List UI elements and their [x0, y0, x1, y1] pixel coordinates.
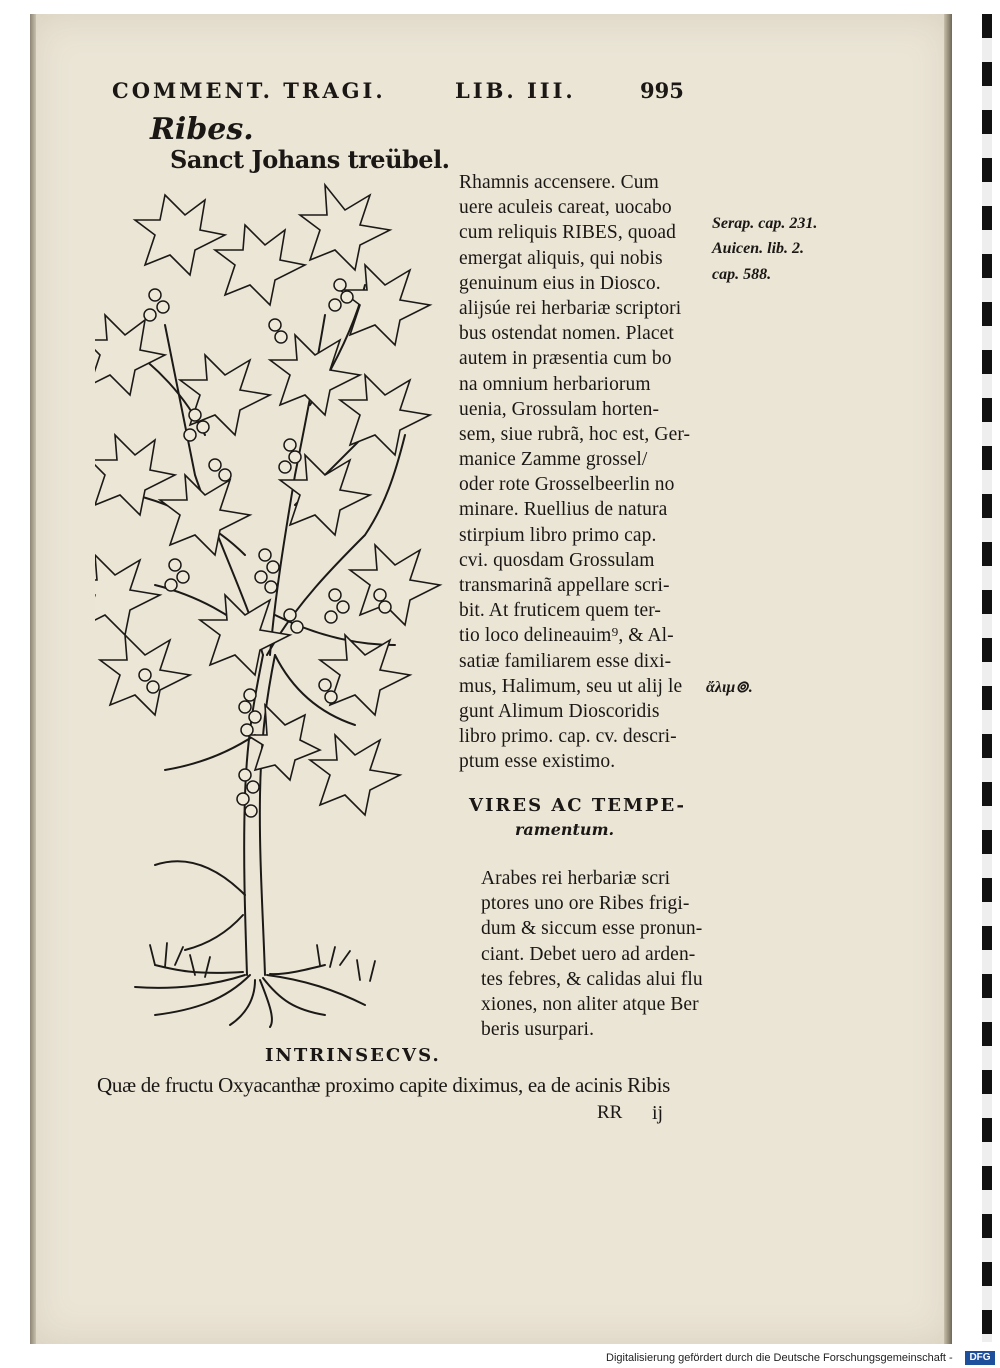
running-head: COMMENT. TRAGI.: [112, 78, 386, 103]
text-line: xiones, non aliter atque Ber: [481, 993, 699, 1015]
digitization-credit: Digitalisierung gefördert durch die Deutsche Forschungsgemeinschaft -: [606, 1352, 953, 1364]
text-line: stirpium libro primo cap.: [459, 524, 657, 546]
text-line: uere aculeis careat, uocabo: [459, 197, 672, 219]
margin-note-serapio: Serap. cap. 231.: [712, 215, 818, 232]
text-line: cvi. quosdam Grossulam: [459, 549, 655, 571]
text-line: genuinum eius in Diosco.: [459, 272, 661, 294]
book-number: LIB. III.: [455, 78, 576, 103]
text-line: autem in præsentia cum bo: [459, 348, 672, 370]
section-heading-continuation: ramentum.: [515, 820, 615, 839]
page-edge: [944, 14, 952, 1344]
text-line: beris usurpari.: [481, 1019, 595, 1041]
folio-number: 995: [640, 78, 684, 103]
page-gutter: [30, 14, 36, 1344]
text-line: minare. Ruellius de natura: [459, 499, 668, 521]
text-line: Rhamnis accensere. Cum: [459, 172, 659, 193]
text-line: oder rote Grosselbeerlin no: [459, 474, 675, 496]
margin-note-greek: ἄλιμ⊚.: [706, 679, 753, 696]
text-line: bit. At fruticem quem ter-: [459, 600, 662, 622]
text-line: ciant. Debet uero ad arden-: [481, 943, 696, 965]
woodcut-currant-bush-illustration: [95, 175, 450, 1030]
text-line: Arabes rei herbariæ scri: [481, 868, 671, 889]
text-line: uenia, Grossulam horten-: [459, 398, 660, 420]
scan-scale-bar: [982, 14, 992, 1342]
text-line: ptum esse existimo.: [459, 751, 616, 773]
plant-title-latin: Ribes.: [150, 112, 254, 147]
plant-title-german: Sanct Johans treübel.: [170, 145, 450, 174]
dfg-logo: DFG: [965, 1351, 995, 1365]
text-line: bus ostendat nomen. Placet: [459, 323, 674, 345]
text-line: cum reliquis RIBES, quoad: [459, 222, 676, 244]
text-line: sem, siue rubrã, hoc est, Ger-: [459, 423, 691, 445]
section-heading: VIRES AC TEMPE-: [469, 795, 686, 816]
margin-note-chapter: cap. 588.: [712, 266, 772, 283]
main-text-column: [459, 170, 709, 775]
text-line: alijsúe rei herbariæ scriptori: [459, 297, 682, 319]
margin-note-auicenna: Auicen. lib. 2.: [712, 240, 805, 257]
signature-number: ij: [652, 1102, 664, 1124]
section-text-column: [481, 866, 711, 1042]
intrinsecus-text-line: Quæ de fructu Oxyacanthæ proximo capite diximus, ea de acinis Ribis: [97, 1073, 671, 1097]
text-line: ptores uno ore Ribes frigi-: [481, 893, 690, 915]
text-line: transmarinã appellare scri-: [459, 575, 670, 596]
intrinsecus-heading: INTRINSECVS.: [265, 1045, 441, 1066]
text-line: mus, Halimum, seu ut alij le: [459, 675, 683, 697]
text-line: manice Zamme grossel/: [459, 449, 648, 471]
signature-mark: RR: [597, 1102, 623, 1123]
text-line: na omnium herbariorum: [459, 373, 651, 395]
text-line: libro primo. cap. cv. descri-: [459, 726, 677, 748]
text-line: satiæ familiarem esse dixi-: [459, 650, 672, 672]
text-line: tio loco delineauim⁹, & Al-: [459, 625, 674, 647]
text-line: emergat aliquis, qui nobis: [459, 247, 663, 269]
text-line: gunt Alimum Dioscoridis: [459, 700, 660, 722]
text-line: dum & siccum esse pronun-: [481, 918, 703, 940]
text-line: tes febres, & calidas alui flu: [481, 968, 703, 990]
